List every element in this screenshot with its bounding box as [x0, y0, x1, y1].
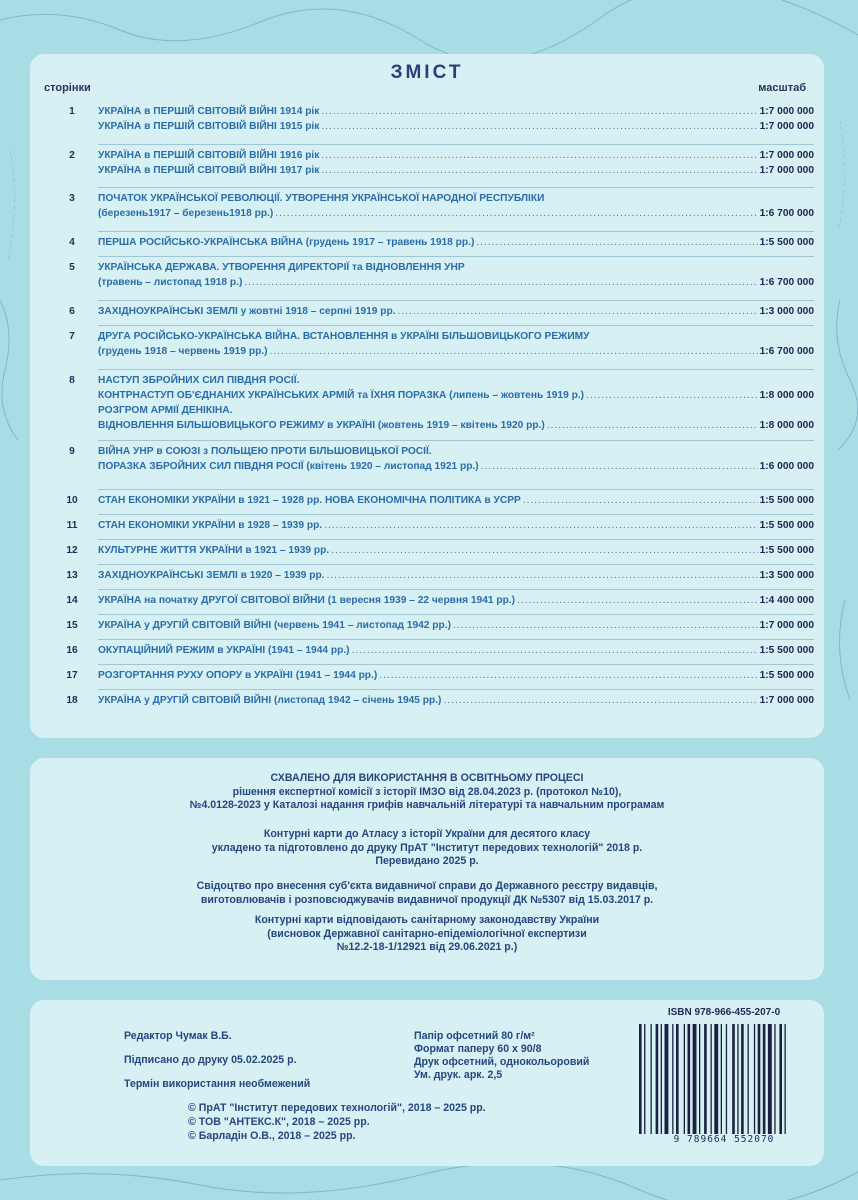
contents-entry-row	[98, 645, 814, 656]
contents-entry-line	[30, 306, 824, 321]
map-title: НАСТУП ЗБРОЙНИХ СИЛ ПІВДНЯ РОСІЇ.	[98, 375, 300, 386]
contents-entry-row	[98, 620, 814, 631]
contents-entry-line	[30, 150, 824, 165]
dot-leader	[321, 121, 757, 132]
barcode-bar	[661, 1024, 662, 1134]
contents-entry[interactable]	[30, 150, 824, 180]
map-title: (березень1917 – березень1918 рр.)	[98, 208, 274, 219]
pages-column-header: сторінки	[44, 82, 91, 94]
barcode-bar	[768, 1024, 772, 1134]
map-scale: 1:5 500 000	[759, 645, 814, 656]
contents-entry[interactable]	[30, 495, 824, 510]
contents-entry-line	[30, 620, 824, 635]
contents-entry-row	[98, 165, 814, 176]
contents-entry[interactable]	[30, 695, 824, 710]
barcode-bar	[656, 1024, 659, 1134]
contents-entry[interactable]	[30, 446, 824, 476]
map-title: УКРАЇНА в ПЕРШІЙ СВІТОВІЙ ВІЙНІ 1917 рік	[98, 165, 320, 176]
term-text: Термін використання необмежений	[124, 1078, 311, 1090]
contents-entry-line	[30, 595, 824, 610]
barcode-bar	[741, 1024, 744, 1134]
barcode-bar	[779, 1024, 782, 1134]
contents-entry[interactable]	[30, 595, 824, 610]
barcode-bar	[684, 1024, 685, 1134]
map-title: УКРАЇНА в ПЕРШІЙ СВІТОВІЙ ВІЙНІ 1914 рік	[98, 106, 320, 117]
format-text: Формат паперу 60 х 90/8	[414, 1043, 542, 1055]
page-number: 18	[66, 695, 78, 706]
map-title: УКРАЇНА у ДРУГІЙ СВІТОВІЙ ВІЙНІ (листопад 1942 – січень 1945 рр.)	[98, 695, 442, 706]
map-scale: 1:6 700 000	[759, 208, 814, 219]
page-number: 3	[69, 193, 75, 204]
map-title: ЗАХІДНОУКРАЇНСЬКІ ЗЕМЛІ в 1920 – 1939 рр.	[98, 570, 325, 581]
approval-block-2	[30, 828, 824, 869]
contents-divider	[98, 589, 814, 590]
contents-entry-row	[98, 520, 814, 531]
contents-entry-row	[98, 208, 814, 219]
dot-leader	[321, 165, 757, 176]
map-scale: 1:5 500 000	[759, 495, 814, 506]
contents-entry-row	[98, 150, 814, 161]
contents-entry-row	[98, 670, 814, 681]
map-scale: 1:4 400 000	[759, 595, 814, 606]
barcode-bar	[711, 1024, 712, 1134]
approval-block-3	[30, 880, 824, 907]
copyright-line: © ПрАТ "Інститут передових технологій", 2018 – 2025 рр.	[188, 1102, 486, 1114]
approval-line: СХВАЛЕНО ДЛЯ ВИКОРИСТАННЯ В ОСВІТНЬОМУ ПРОЦЕСІ	[270, 772, 584, 784]
contents-entry[interactable]	[30, 375, 824, 435]
map-scale: 1:7 000 000	[759, 695, 814, 706]
contents-entry-row	[98, 495, 814, 506]
page-number: 11	[66, 520, 78, 531]
barcode-bar	[737, 1024, 738, 1134]
contents-divider	[98, 325, 814, 326]
approval-line: рішення експертної комісії з історії ІМЗО від 28.04.2023 р. (протокол №10),	[232, 785, 622, 798]
page-number: 4	[69, 237, 75, 248]
contents-divider	[98, 689, 814, 690]
barcode-bar	[748, 1024, 749, 1134]
barcode-bar	[726, 1024, 727, 1134]
copyright-line: © ТОВ "АНТЕКС.К", 2018 – 2025 рр.	[188, 1116, 370, 1128]
map-title: УКРАЇНА у ДРУГІЙ СВІТОВІЙ ВІЙНІ (червень 1941 – листопад 1942 рр.)	[98, 620, 451, 631]
contents-entry-row	[98, 405, 814, 416]
contents-entry-line	[30, 420, 824, 435]
page-number: 14	[66, 595, 78, 606]
map-title: РОЗГРОМ АРМІЇ ДЕНІКІНА.	[98, 405, 233, 416]
barcode-digits: 9 789664 552070	[673, 1134, 775, 1145]
map-scale: 1:8 000 000	[759, 420, 814, 431]
contents-entry[interactable]	[30, 620, 824, 635]
contents-divider	[98, 664, 814, 665]
contents-entry[interactable]	[30, 193, 824, 223]
page-number: 8	[69, 375, 75, 386]
map-title: УКРАЇНА в ПЕРШІЙ СВІТОВІЙ ВІЙНІ 1916 рік	[98, 150, 320, 161]
dot-leader	[275, 208, 757, 219]
contents-entry-row	[98, 545, 814, 556]
dot-leader	[321, 150, 757, 161]
page-number: 1	[69, 106, 75, 117]
contents-entry-row	[98, 237, 814, 248]
map-title: УКРАЇНА на початку ДРУГОЇ СВІТОВОЇ ВІЙНИ (1 вересня 1939 – 22 червня 1941 рр.)	[98, 595, 516, 606]
barcode-bar	[676, 1024, 679, 1134]
contents-entry-line	[30, 121, 824, 136]
contents-entry-line	[30, 520, 824, 535]
contents-entry[interactable]	[30, 570, 824, 585]
map-scale: 1:7 000 000	[759, 106, 814, 117]
dot-leader	[476, 237, 757, 248]
contents-entry[interactable]	[30, 670, 824, 685]
dot-leader	[517, 595, 758, 606]
contents-entry-line	[30, 277, 824, 292]
map-title: ВІДНОВЛЕННЯ БІЛЬШОВИЦЬКОГО РЕЖИМУ в УКРАЇНІ (жовтень 1919 – квітень 1920 рр.)	[98, 420, 545, 431]
page-number: 17	[66, 670, 78, 681]
isbn-text: ISBN 978-966-455-207-0	[667, 1007, 781, 1018]
contents-entry-row	[98, 306, 814, 317]
map-title: КОНТРНАСТУП ОБ'ЄДНАНИХ УКРАЇНСЬКИХ АРМІЙ та ЇХНЯ ПОРАЗКА (липень – жовтень 1919 р.)	[98, 390, 585, 401]
contents-entry-row	[98, 375, 814, 386]
barcode-bar	[651, 1024, 652, 1134]
contents-entry-line	[30, 262, 824, 277]
contents-divider	[98, 187, 814, 188]
dot-leader	[321, 106, 757, 117]
contents-divider	[98, 256, 814, 257]
map-scale: 1:5 500 000	[759, 545, 814, 556]
signed-date-text: Підписано до друку 05.02.2025 р.	[124, 1054, 297, 1066]
copyright-line: © Барладін О.В., 2018 – 2025 рр.	[188, 1130, 356, 1142]
contents-entry[interactable]	[30, 106, 824, 136]
contents-entry-line	[30, 106, 824, 121]
approval-block-4	[30, 914, 824, 955]
contents-entry-line	[30, 695, 824, 710]
map-scale: 1:6 700 000	[759, 277, 814, 288]
contents-entry-line	[30, 237, 824, 252]
page-number: 16	[66, 645, 78, 656]
map-scale: 1:7 000 000	[759, 150, 814, 161]
print-text: Друк офсетний, однокольоровий	[414, 1056, 590, 1068]
map-scale: 1:7 000 000	[759, 165, 814, 176]
page-number: 10	[66, 495, 78, 506]
contents-entry-line	[30, 346, 824, 361]
map-title: СТАН ЕКОНОМІКИ УКРАЇНИ в 1928 – 1939 рр.	[98, 520, 323, 531]
contents-entry-row	[98, 420, 814, 431]
barcode-bar	[688, 1024, 691, 1134]
dot-leader	[327, 570, 758, 581]
approval-line: (висновок Державної санітарно-епідеміологічної експертизи	[267, 927, 587, 940]
contents-entry-line	[30, 461, 824, 476]
dot-leader	[547, 420, 758, 431]
contents-entry-row	[98, 262, 814, 273]
contents-title: ЗМІСТ	[390, 62, 464, 83]
map-scale: 1:5 500 000	[759, 520, 814, 531]
contents-entry-row	[98, 193, 814, 204]
approval-line: №4.0128-2023 у Каталозі надання грифів навчальній літературі та навчальним програмам	[189, 799, 665, 811]
page-number: 13	[66, 570, 78, 581]
map-title: СТАН ЕКОНОМІКИ УКРАЇНИ в 1921 – 1928 рр. НОВА ЕКОНОМІЧНА ПОЛІТИКА в УСРР	[98, 495, 521, 506]
editor-text: Редактор Чумак В.Б.	[124, 1030, 232, 1042]
map-title: ВІЙНА УНР в СОЮЗІ з ПОЛЬЩЕЮ ПРОТИ БІЛЬШОВИЦЬКОЇ РОСІЇ.	[98, 446, 432, 457]
barcode-bar	[758, 1024, 761, 1134]
contents-entry-row	[98, 121, 814, 132]
contents-entry-line	[30, 545, 824, 560]
page-number: 7	[69, 331, 75, 342]
dot-leader	[324, 520, 757, 531]
approval-line: Контурні карти відповідають санітарному законодавству України	[254, 914, 600, 926]
map-title: ПОЧАТОК УКРАЇНСЬКОЇ РЕВОЛЮЦІЇ. УТВОРЕННЯ УКРАЇНСЬКОЇ НАРОДНОЇ РЕСПУБЛІКИ	[98, 193, 545, 204]
map-title: (травень – листопад 1918 р.)	[98, 277, 243, 288]
contents-entry-line	[30, 495, 824, 510]
map-scale: 1:5 500 000	[759, 237, 814, 248]
dot-leader	[586, 390, 758, 401]
map-scale: 1:6 000 000	[759, 461, 814, 472]
contents-entry-row	[98, 446, 814, 457]
dot-leader	[453, 620, 758, 631]
contents-entry[interactable]	[30, 237, 824, 252]
contents-entry-row	[98, 331, 814, 342]
page-number: 6	[69, 306, 75, 317]
barcode-bar	[732, 1024, 735, 1134]
contents-entry-row	[98, 595, 814, 606]
barcode-bar	[693, 1024, 697, 1134]
page-number: 5	[69, 262, 75, 273]
barcode-bar	[754, 1024, 755, 1134]
barcode-bar	[714, 1024, 718, 1134]
dot-leader	[270, 346, 758, 357]
contents-entry-row	[98, 570, 814, 581]
map-scale: 1:8 000 000	[759, 390, 814, 401]
contents-entry-line	[30, 405, 824, 420]
barcode-bar	[672, 1024, 673, 1134]
contents-entry-row	[98, 277, 814, 288]
contents-divider	[98, 639, 814, 640]
contents-entry[interactable]	[30, 545, 824, 560]
contents-entry-line	[30, 645, 824, 660]
scale-column-header: масштаб	[758, 82, 806, 94]
barcode-bar	[763, 1024, 766, 1134]
map-scale: 1:6 700 000	[759, 346, 814, 357]
contents-entry-line	[30, 331, 824, 346]
map-title: КУЛЬТУРНЕ ЖИТТЯ УКРАЇНИ в 1921 – 1939 рр.	[98, 545, 330, 556]
contents-divider	[98, 564, 814, 565]
approval-line: Перевидано 2025 р.	[375, 855, 479, 867]
contents-entry-row	[98, 461, 814, 472]
approval-panel	[30, 758, 824, 980]
dot-leader	[352, 645, 758, 656]
barcode-bar	[785, 1024, 786, 1134]
barcode-bar	[721, 1024, 722, 1134]
contents-divider	[98, 440, 814, 441]
contents-entry-line	[30, 208, 824, 223]
approval-block-1	[30, 772, 824, 813]
approval-line: Контурні карти до Атласу з історії України для десятого класу	[263, 828, 591, 840]
map-title: ЗАХІДНОУКРАЇНСЬКІ ЗЕМЛІ у жовтні 1918 – серпні 1919 рр.	[98, 306, 396, 317]
barcode-bar	[665, 1024, 669, 1134]
dot-leader	[379, 670, 757, 681]
contents-entry-row	[98, 346, 814, 357]
barcode-bar	[644, 1024, 645, 1134]
contents-entry-line	[30, 670, 824, 685]
barcode-icon	[635, 1024, 813, 1134]
map-title: ПЕРША РОСІЙСЬКО-УКРАЇНСЬКА ВІЙНА (грудень 1917 – травень 1918 рр.)	[98, 237, 475, 248]
map-title: РОЗГОРТАННЯ РУХУ ОПОРУ в УКРАЇНІ (1941 – 1944 рр.)	[98, 670, 378, 681]
approval-line: виготовлювачів і розповсюджувачів видавничої продукції ДК №5307 від 15.03.2017 р.	[200, 893, 654, 906]
map-title: ОКУПАЦІЙНИЙ РЕЖИМ в УКРАЇНІ (1941 – 1944 рр.)	[98, 645, 350, 656]
contents-entry-line	[30, 570, 824, 585]
barcode-bar	[774, 1024, 775, 1134]
contents-divider	[98, 369, 814, 370]
dot-leader	[443, 695, 757, 706]
map-scale: 1:7 000 000	[759, 620, 814, 631]
dot-leader	[481, 461, 758, 472]
map-title: УКРАЇНСЬКА ДЕРЖАВА. УТВОРЕННЯ ДИРЕКТОРІЇ та ВІДНОВЛЕННЯ УНР	[98, 262, 465, 273]
contents-entry-line	[30, 446, 824, 461]
contents-entry[interactable]	[30, 262, 824, 292]
contents-divider	[98, 614, 814, 615]
approval-line: №12.2-18-1/12921 від 29.06.2021 р.)	[336, 941, 518, 953]
sheets-text: Ум. друк. арк. 2,5	[414, 1069, 503, 1081]
contents-divider	[98, 144, 814, 145]
contents-entry-line	[30, 193, 824, 208]
page-number: 2	[69, 150, 75, 161]
map-title: УКРАЇНА в ПЕРШІЙ СВІТОВІЙ ВІЙНІ 1915 рік	[98, 121, 320, 132]
page-number: 9	[69, 446, 75, 457]
dot-leader	[398, 306, 758, 317]
contents-divider	[98, 231, 814, 232]
contents-entry[interactable]	[30, 306, 824, 321]
contents-entry[interactable]	[30, 645, 824, 660]
dot-leader	[244, 277, 757, 288]
contents-divider	[98, 539, 814, 540]
dot-leader	[523, 495, 758, 506]
contents-entry[interactable]	[30, 331, 824, 361]
map-title: ПОРАЗКА ЗБРОЙНИХ СИЛ ПІВДНЯ РОСІЇ (квітень 1920 – листопад 1921 рр.)	[98, 461, 479, 472]
barcode-bar	[704, 1024, 707, 1134]
contents-panel	[30, 54, 824, 738]
contents-divider	[98, 514, 814, 515]
page-number: 12	[66, 545, 78, 556]
contents-entry-line	[30, 390, 824, 405]
approval-line: Свідоцтво про внесення суб'єкта видавничої справи до Державного реєстру видавців,	[196, 880, 658, 892]
map-title: ДРУГА РОСІЙСЬКО-УКРАЇНСЬКА ВІЙНА. ВСТАНОВЛЕННЯ в УКРАЇНІ БІЛЬШОВИЦЬКОГО РЕЖИМУ	[98, 331, 590, 342]
dot-leader	[331, 545, 757, 556]
barcode-bar	[699, 1024, 700, 1134]
page-number: 15	[66, 620, 78, 631]
contents-divider	[98, 489, 814, 490]
imprint-panel	[30, 1000, 824, 1166]
map-scale: 1:5 500 000	[759, 670, 814, 681]
contents-entry-line	[30, 375, 824, 390]
contents-entry[interactable]	[30, 520, 824, 535]
contents-entry-row	[98, 390, 814, 401]
contents-entry-row	[98, 695, 814, 706]
map-scale: 1:3 500 000	[759, 570, 814, 581]
contents-divider	[98, 300, 814, 301]
approval-line: укладено та підготовлено до друку ПрАТ "Інститут передових технологій" 2018 р.	[211, 841, 643, 854]
contents-entry-line	[30, 165, 824, 180]
contents-entry-row	[98, 106, 814, 117]
map-scale: 1:3 000 000	[759, 306, 814, 317]
map-title: (грудень 1918 – червень 1919 рр.)	[98, 346, 268, 357]
paper-text: Папір офсетний 80 г/м²	[414, 1030, 535, 1042]
barcode-bar	[639, 1024, 642, 1134]
map-scale: 1:7 000 000	[759, 121, 814, 132]
